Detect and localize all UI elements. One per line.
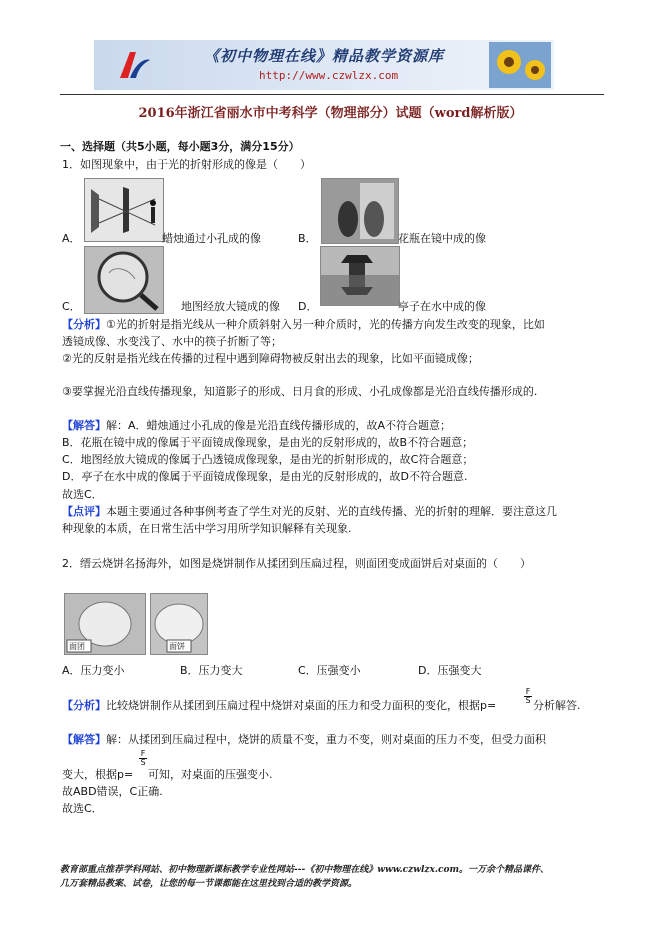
fraction-denominator: S [140,758,146,767]
q2-answer-fraction [139,750,147,767]
q1-answer-line4: D．亭子在水中成的像属于平面镜成像现象，是由光的反射形成的，故D不符合题意. [62,470,468,483]
q1-answer-line2: B．花瓶在镜中成的像属于平面镜成像现象，是由光的反射形成的，故B不符合题意； [62,436,474,449]
q2-analysis-tag: 【分析】 [62,699,106,712]
q2-stem: 2．缙云烧饼名扬海外，如图是烧饼制作从揉团到压扁过程，则面团变成面饼后对桌面的（ ） [62,557,531,570]
footer-line2: 几万套精品教案、试卷，让您的每一节课都能在这里找到合适的教学资源。 [60,879,358,889]
q2-option-a: A．压力变小 [62,664,125,677]
site-logo-icon [116,48,152,82]
q2-option-b: B．压力变大 [180,664,243,677]
q2-analysis-line1: 比较烧饼制作从揉团到压扁过程中烧饼对桌面的压力和受力面积的变化，根据p= [106,699,497,712]
page-footer [60,863,620,891]
q2-answer-line4: 故ABD错误，C正确. [62,785,163,798]
fraction-numerator: F [525,687,531,696]
q1-analysis-line3: ②光的反射是指光线在传播的过程中遇到障碍物被反射出去的现象，比如平面镜成像； [62,352,479,365]
q1-answer-tag: 【解答】 [62,419,106,432]
q1-comment-line1: 本题主要通过各种事例考查了学生对光的反射、光的直线传播、光的折射的理解．要注意这几 [106,505,557,518]
q1-answer-line5: 故选C． [62,488,103,501]
q2-image-dough-label: 面团 [69,642,85,651]
q1-stem: 1．如图现象中，由于光的折射形成的像是（ ） [62,158,311,171]
magnifier-map-icon [85,247,163,313]
banner-url[interactable]: http://www.czwlzx.com [259,69,399,82]
q2-image-pancake [150,593,208,655]
banner-title: 《初中物理在线》精品教学资源库 [204,47,445,65]
header-banner [94,40,554,90]
q1-option-c: 地图经放大镜成的像 [181,300,280,313]
section-heading: 一、选择题（共5小题，每小题3分，满分15分） [60,140,300,153]
q1-image-c [84,246,164,314]
page-title: 2016年浙江省丽水市中考科学（物理部分）试题（word解析版） [138,106,523,121]
q1-option-d-letter: D． [298,300,318,313]
q2-image-dough [64,593,146,655]
q2-answer-line5: 故选C． [62,802,103,815]
q1-option-a: 蜡烛通过小孔成的像 [162,232,261,245]
q2-option-c: C．压强变小 [298,664,361,677]
q1-answer-line3: C．地图经放大镜成的像属于凸透镜成像现象，是由光的折射形成的，故C符合题意； [62,453,474,466]
q1-analysis-line2: 透镜成像、水变浅了、水中的筷子折断了等； [62,335,282,348]
q2-analysis-fraction [524,688,532,705]
q1-option-b-letter: B． [298,232,317,245]
q1-analysis-line1: ①光的折射是指光线从一种介质斜射入另一种介质时，光的传播方向发生改变的现象，比如 [106,318,545,331]
q2-image-pancake-label: 面饼 [169,642,185,651]
q2-answer-line1: 解：从揉团到压扁过程中，烧饼的质量不变，重力不变，则对桌面的压力不变，但受力面积 [106,733,546,746]
q1-option-b: 花瓶在镜中成的像 [398,232,486,245]
q1-comment-line2: 种现象的本质，在日常生活中学习用所学知识解释有关现象. [62,522,352,535]
q1-analysis-line4: ③要掌握光沿直线传播现象，知道影子的形成、日月食的形成、小孔成像都是光沿直线传播形成的. [62,385,538,398]
pavilion-reflection-icon [321,247,399,305]
q1-analysis-tag: 【分析】 [62,318,106,331]
q2-option-d: D．压强变大 [418,664,482,677]
q1-image-b [321,178,399,244]
q2-answer-tag: 【解答】 [62,733,106,746]
fraction-denominator: S [525,696,531,705]
q1-option-d: 亭子在水中成的像 [398,300,486,313]
q1-image-d [320,246,400,306]
footer-line1: 教育部重点推荐学科网站、初中物理新课标教学专业性网站---《初中物理在线》www.czwlzx.com。一万余个精品课件、 [60,865,550,875]
q2-analysis-line2: 分析解答. [533,699,581,712]
q2-answer-line2: 变大，根据p= [62,768,134,781]
q1-comment-tag: 【点评】 [62,505,106,518]
q1-option-c-letter: C． [62,300,81,313]
vase-mirror-icon [322,179,398,243]
q1-option-a-letter: A． [62,232,81,245]
q1-image-a [84,178,164,242]
fraction-numerator: F [140,749,146,758]
q1-answer-line1: 解：A．蜡烛通过小孔成的像是光沿直线传播形成的，故A不符合题意； [106,419,452,432]
sunflower-icon [489,42,551,88]
q2-answer-line3: 可知，对桌面的压强变小. [148,768,273,781]
header-rule [60,94,604,95]
pinhole-camera-icon [85,179,163,241]
